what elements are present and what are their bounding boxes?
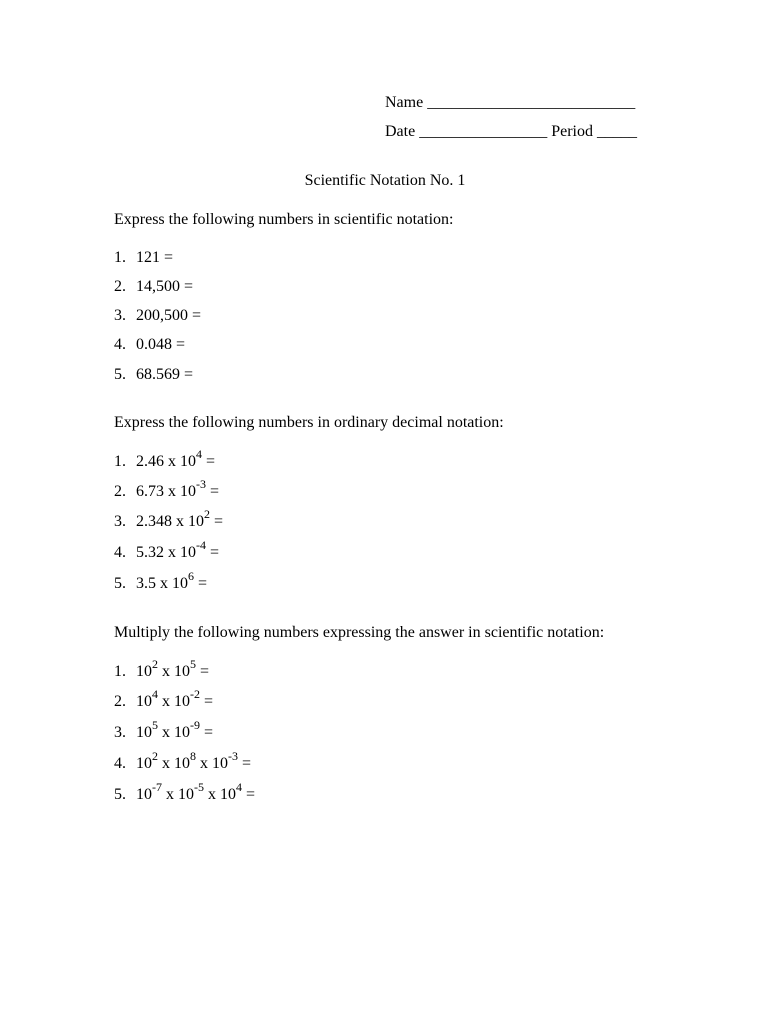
- list-item: 1. 121 =: [114, 249, 174, 266]
- list-item: 3. 2.348 x $10^2$ =: [114, 506, 224, 530]
- list-item: 3. $10^5$ x $10^{-9}$ =: [114, 717, 214, 741]
- section3-instruction: Multiply the following numbers expressing the answer in scientific notation:: [114, 624, 605, 641]
- list-item: 4. 5.32 x $10^{-4}$ =: [114, 537, 220, 561]
- period-label: Period: [551, 123, 593, 140]
- list-item: 2. 14,500 =: [114, 278, 194, 295]
- name-label: Name: [385, 94, 424, 111]
- name-blank: __________________________: [427, 94, 636, 111]
- date-period-line: [385, 123, 637, 141]
- list-item: 4. 0.048 =: [114, 336, 186, 353]
- list-item: 5. 68.569 =: [114, 366, 194, 383]
- list-item: 2. 6.73 x $10^{-3}$ =: [114, 476, 220, 500]
- section1-instruction: Express the following numbers in scientific notation:: [114, 211, 454, 228]
- list-item: 1. $10^2$ x $10^5$ =: [114, 656, 210, 680]
- date-label: Date: [385, 123, 416, 140]
- period-blank: _____: [596, 123, 637, 140]
- name-line: [385, 94, 635, 112]
- list-item: 1. 2.46 x $10^4$ =: [114, 446, 216, 470]
- date-blank: ________________: [419, 123, 548, 140]
- list-item: 5. 3.5 x $10^6$ =: [114, 568, 208, 592]
- section2-instruction: Express the following numbers in ordinary decimal notation:: [114, 414, 504, 431]
- list-item: 4. $10^2$ x $10^8$ x $10^{-3}$ =: [114, 748, 252, 772]
- list-item: 3. 200,500 =: [114, 307, 202, 324]
- list-item: 5. $10^{-7}$ x $10^{-5}$ x $10^4$ =: [114, 779, 256, 803]
- worksheet-title: Scientific Notation No. 1: [304, 172, 466, 189]
- list-item: 2. $10^4$ x $10^{-2}$ =: [114, 686, 214, 710]
